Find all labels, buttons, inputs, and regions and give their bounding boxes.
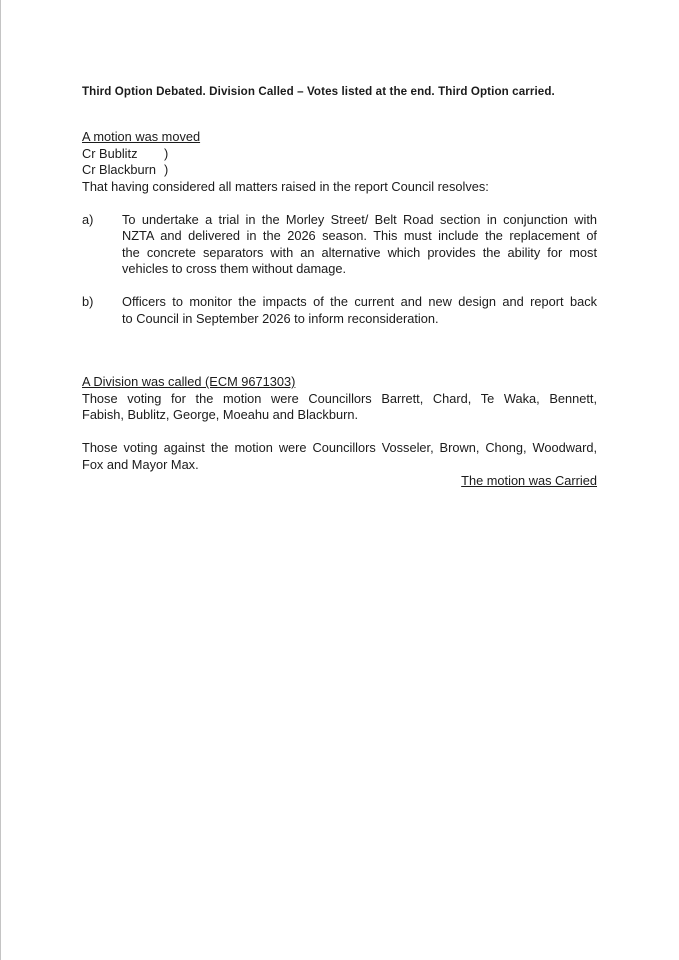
motion-result-text: The motion was Carried xyxy=(461,473,597,488)
page-content xyxy=(82,0,597,490)
resolution-item-a xyxy=(82,212,597,278)
mover-row xyxy=(82,162,597,179)
decision-heading: Third Option Debated. Division Called – Votes listed at the end. Third Option carried. xyxy=(82,85,555,98)
mover-name: Cr Blackburn xyxy=(82,162,156,177)
item-text xyxy=(122,212,597,278)
mover-bracket: ) xyxy=(164,145,169,161)
motion-result xyxy=(82,473,597,490)
votes-against-line: Those voting against the motion were Councillors Vosseler, Brown, Chong, Woodward, xyxy=(82,440,597,455)
item-label: b) xyxy=(82,294,94,309)
item-line: vehicles to cross them without damage. xyxy=(122,261,347,276)
votes-against-paragraph xyxy=(82,440,597,473)
mover-name: Cr Bublitz xyxy=(82,145,138,161)
item-line: to Council in September 2026 to inform reconsideration. xyxy=(122,310,439,326)
resolution-item-b xyxy=(82,294,597,327)
votes-against-line: Fox and Mayor Max. xyxy=(82,456,199,472)
mover-bracket: ) xyxy=(164,162,169,177)
page-left-edge xyxy=(0,0,1,960)
votes-for-line: Fabish, Bublitz, George, Moeahu and Blackburn. xyxy=(82,407,359,422)
mover-row xyxy=(82,146,597,163)
item-line: Officers to monitor the impacts of the current and new design and report back xyxy=(122,294,597,309)
item-label: a) xyxy=(82,211,94,227)
item-line: the concrete separators with an alternative which provides the ability for most xyxy=(122,244,597,260)
item-line: To undertake a trial in the Morley Street/ Belt Road section in conjunction with xyxy=(122,211,597,227)
votes-for-line: Those voting for the motion were Councillors Barrett, Chard, Te Waka, Bennett, xyxy=(82,390,597,406)
division-section-title: A Division was called (ECM 9671303) xyxy=(82,374,296,389)
item-line: NZTA and delivered in the 2026 season. This must include the replacement of xyxy=(122,228,597,243)
item-text xyxy=(122,294,597,327)
motion-section-title: A motion was moved xyxy=(82,129,201,144)
votes-for-paragraph xyxy=(82,391,597,424)
motion-preamble: That having considered all matters raised in the report Council resolves: xyxy=(82,178,489,194)
